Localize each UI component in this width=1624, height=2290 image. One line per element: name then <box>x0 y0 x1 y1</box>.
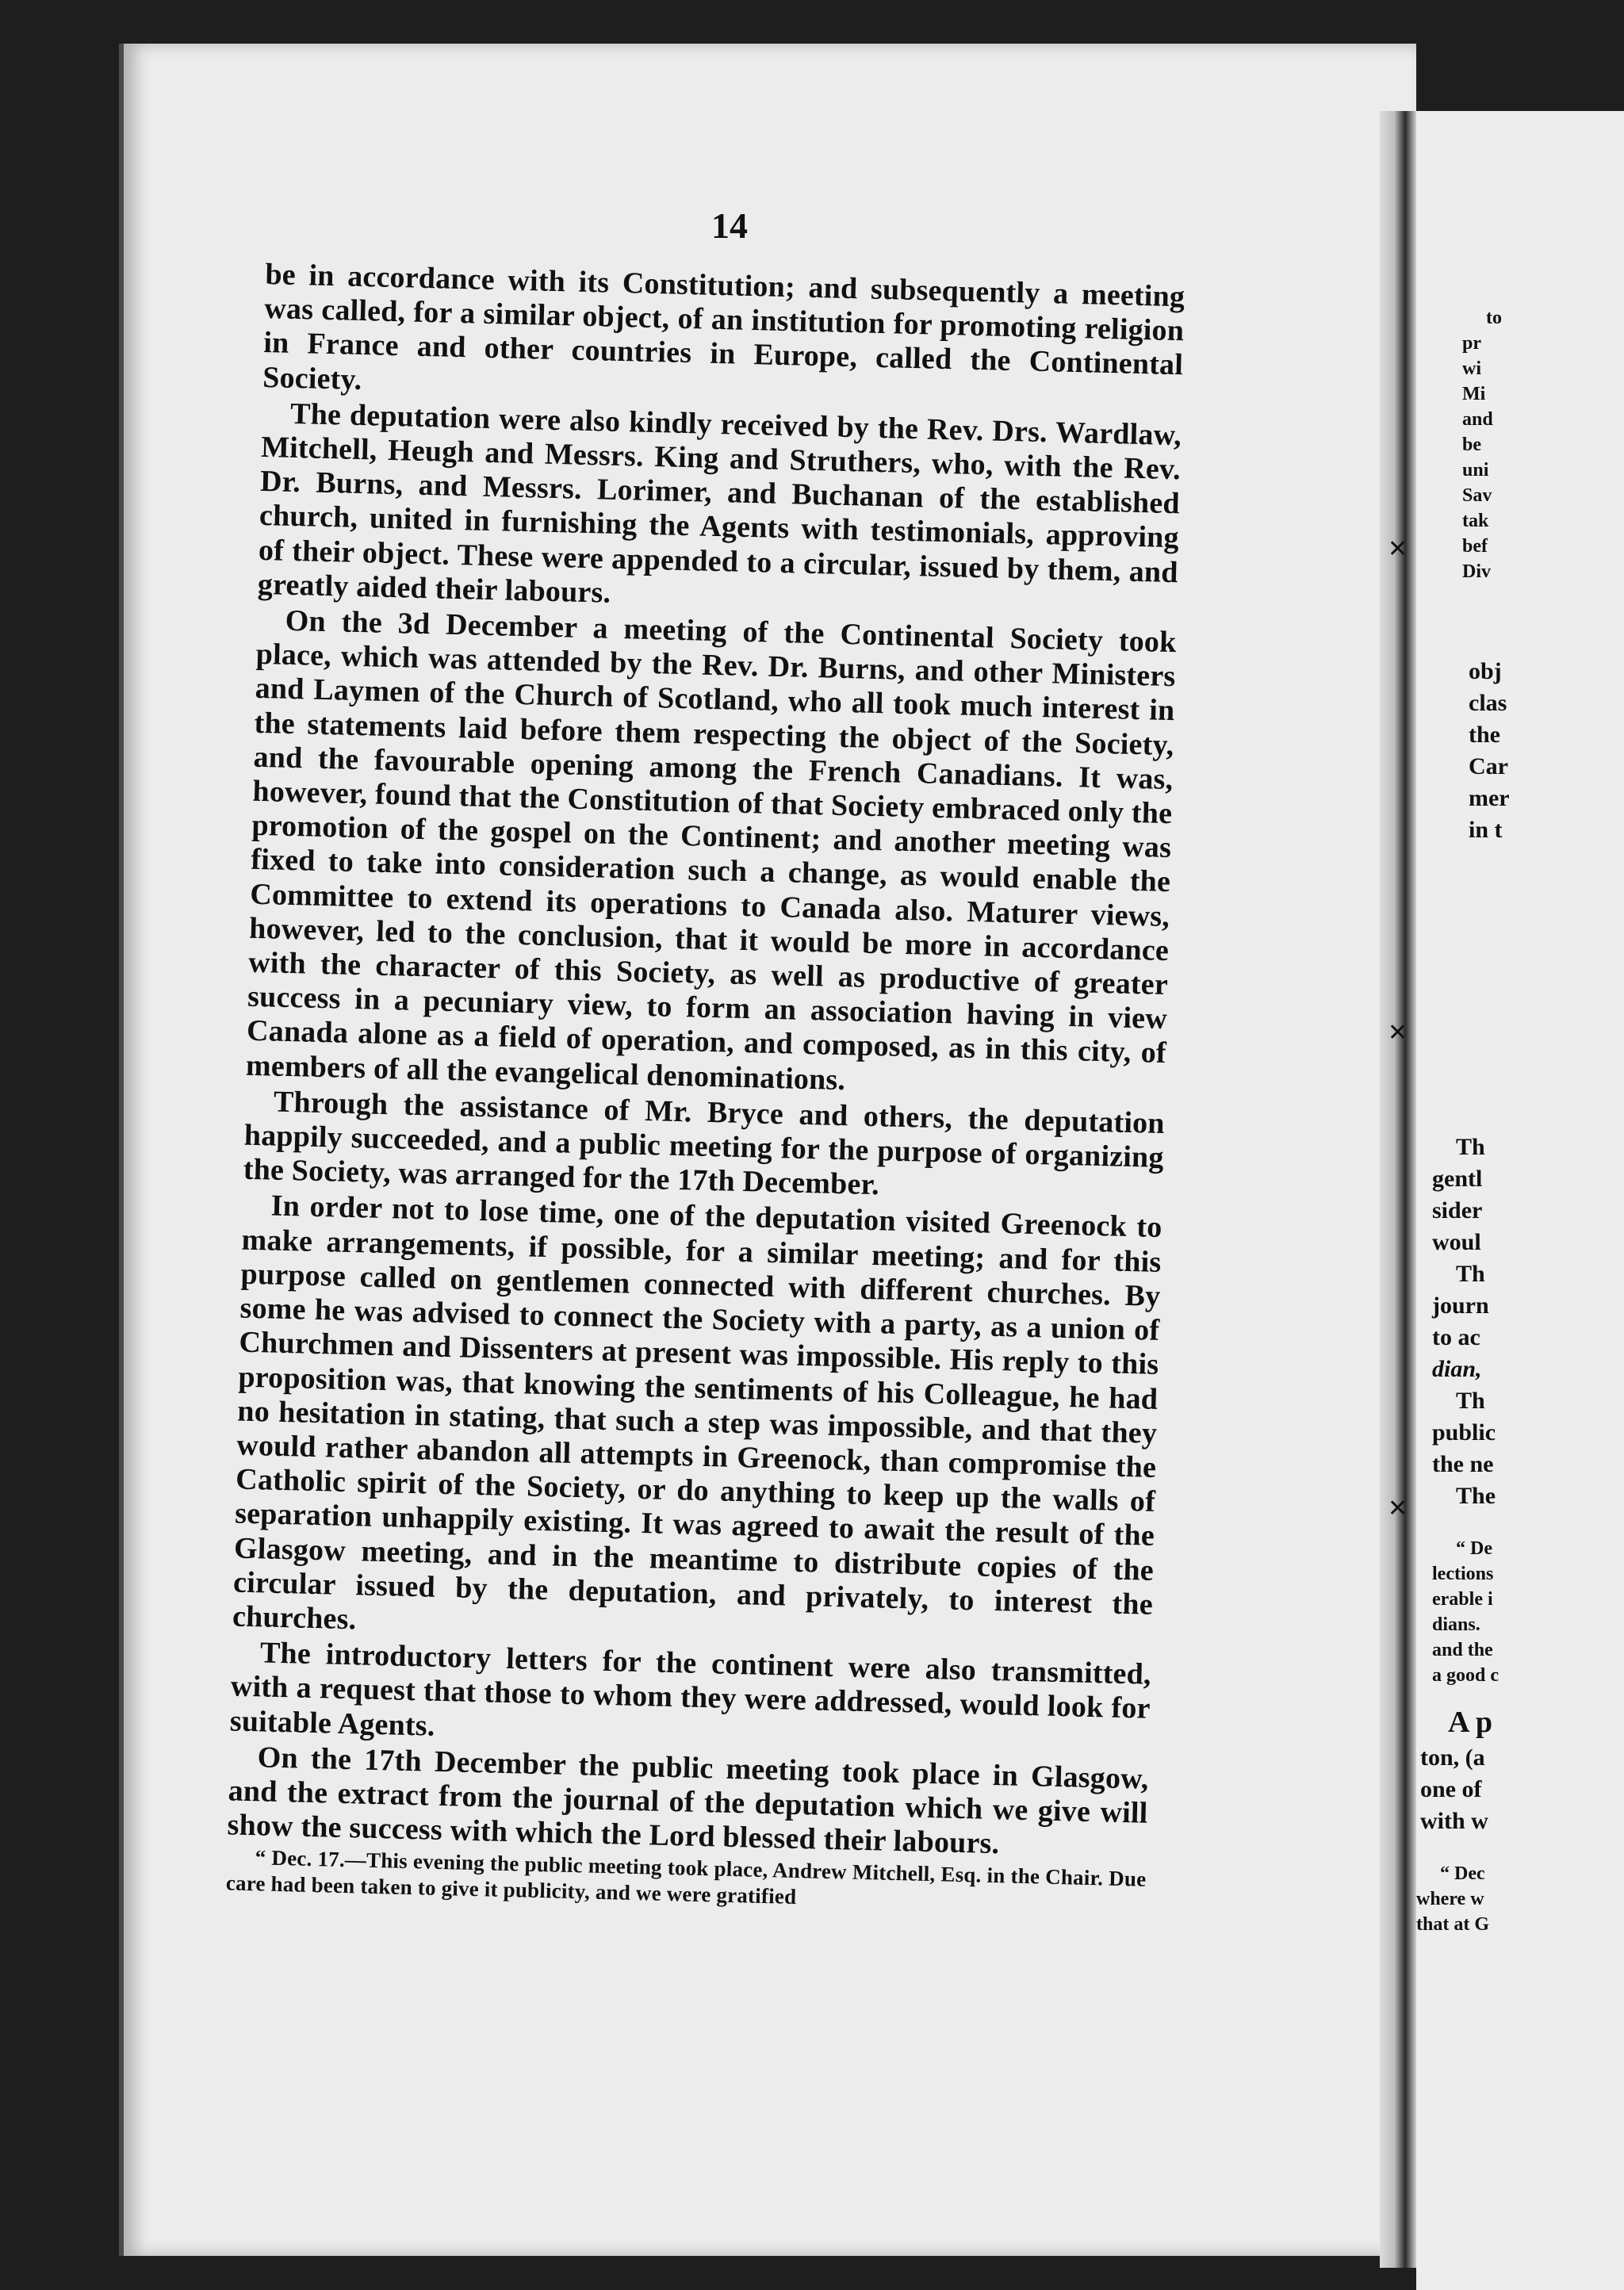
right-fragment: wi <box>1462 358 1481 379</box>
right-fragment: tak <box>1462 511 1489 531</box>
right-fragment: with w <box>1420 1808 1488 1834</box>
right-fragment: Mi <box>1462 384 1486 404</box>
right-fragment: where w <box>1416 1889 1484 1909</box>
right-fragment: A p <box>1448 1706 1492 1739</box>
book-gutter <box>1380 111 1416 2268</box>
footnote: “ Dec. 17.—This evening the public meeting took place, Andrew Mitchell, Esq. in the Chair. Due care had been taken to give it publicity, and we were gratified <box>225 1845 1147 1909</box>
right-fragment: Th <box>1456 1261 1485 1287</box>
paragraph-4: Through the assistance of Mr. Bryce and others, the deputation happily succeeded, and a public meeting for the purpose of organizing the Society, was arranged for the 17th December. <box>243 1085 1166 1202</box>
right-fragment: that at G <box>1416 1914 1489 1935</box>
paragraph-5: In order not to lose time, one of the deputation visited Greenock to make arrangements, if possible, for a similar meeting; and for this purpose called on gentlemen connected with different churches. By some he was advised to connect the Society with a party, as a union of Churchmen and Dissenters at present was impossible. His reply to this proposition was, that knowing the sentiments of his Colleague, he had no hesitation in stating, that such a step was impossible, and that they would rather abandon all attempts in Greenock, than compromise the Catholic spirit of the Society, or do anything to keep up the walls of separation unhappily existing. It was agreed to await the result of the Glasgow meeting, and in the meantime to distribute copies of the circular issued by the deputation, and privately, to interest the churches. <box>232 1189 1162 1637</box>
page-number: 14 <box>711 205 748 246</box>
paragraph-2: The deputation were also kindly received by the Rev. Drs. Wardlaw, Mitchell, Heugh and Messrs. King and Struthers, who, with the Rev. Dr. Burns, and Messrs. Lorimer, and Buchanan of the established church, united in furnishing the Agents with testimonials, approving of their object. These were appended to a circular, issued by them, and greatly aided their labours. <box>257 396 1182 610</box>
right-fragment: obj <box>1469 658 1502 684</box>
right-fragment: one of <box>1420 1776 1482 1802</box>
right-fragment: mer <box>1469 785 1510 811</box>
right-fragment: Th <box>1456 1388 1485 1414</box>
right-fragment: pr <box>1462 333 1481 354</box>
right-fragment: public <box>1432 1419 1496 1446</box>
right-fragment: journ <box>1432 1292 1489 1319</box>
right-page <box>1416 111 1624 2290</box>
right-fragment: Th <box>1456 1134 1485 1160</box>
right-fragment: Car <box>1469 753 1508 779</box>
right-fragment: the ne <box>1432 1451 1494 1477</box>
right-fragment: to ac <box>1432 1324 1480 1350</box>
right-fragment: be <box>1462 435 1481 455</box>
right-fragment: clas <box>1469 690 1507 716</box>
right-fragment: sider <box>1432 1197 1483 1224</box>
right-fragment: gentl <box>1432 1166 1483 1192</box>
right-fragment: the <box>1469 722 1500 748</box>
right-fragment: ton, (a <box>1420 1744 1485 1771</box>
right-fragment: erable i <box>1432 1589 1493 1610</box>
paragraph-7: On the 17th December the public meeting took place in Glasgow, and the extract from the journal of the deputation which we give will show the success with which the Lord blessed their labours. <box>227 1740 1149 1861</box>
main-text-column <box>225 258 1185 1920</box>
right-fragment: and <box>1462 409 1493 430</box>
right-fragment: woul <box>1432 1229 1481 1255</box>
paragraph-1: be in accordance with its Constitution; and subsequently a meeting was called, for a similar object, of an institution for promoting religion in France and other countries in Europe, called the Continental Society. <box>262 258 1185 396</box>
right-fragment: in t <box>1469 817 1503 843</box>
binding-stitch-icon: ✕ <box>1388 535 1408 563</box>
right-fragment: dians. <box>1432 1614 1480 1635</box>
right-fragment: dian, <box>1432 1356 1482 1382</box>
right-fragment: “ Dec <box>1440 1863 1485 1884</box>
right-fragment: The <box>1456 1483 1496 1509</box>
right-fragment: “ De <box>1456 1538 1492 1559</box>
right-fragment: Div <box>1462 561 1491 582</box>
binding-stitch-icon: ✕ <box>1388 1495 1408 1522</box>
right-fragment: to <box>1486 308 1502 328</box>
right-fragment: uni <box>1462 460 1489 481</box>
binding-stitch-icon: ✕ <box>1388 1019 1408 1047</box>
paragraph-6: The introductory letters for the continent were also transmitted, with a request that those to whom they were addressed, would look for suitable Agents. <box>229 1636 1152 1743</box>
right-fragment: bef <box>1462 536 1488 557</box>
paragraph-3: On the 3d December a meeting of the Continental Society took place, which was attended by the Rev. Dr. Burns, and other Ministers and Laymen of the Church of Scotland, who all took much interest in the statements laid before them respecting the object of the Society, and the favourable opening among the French Canadians. It was, however, found that the Constitution of that Society embraced only the promotion of the gospel on the Continent; and another meeting was fixed to take into consideration such a change, as would enable the Committee to extend its operations to Canada also. Maturer views, however, led to the conclusion, that it would be more in accordance with the character of this Society, as well as productive of greater success in a pecuniary view, to form an association having in view Canada alone as a field of operation, and composed, as in this city, of members of all the evangelical denominations. <box>245 603 1178 1097</box>
right-fragment: Sav <box>1462 485 1492 506</box>
right-fragment: a good c <box>1432 1665 1499 1686</box>
right-fragment: lections <box>1432 1564 1494 1584</box>
right-fragment: and the <box>1432 1640 1493 1660</box>
